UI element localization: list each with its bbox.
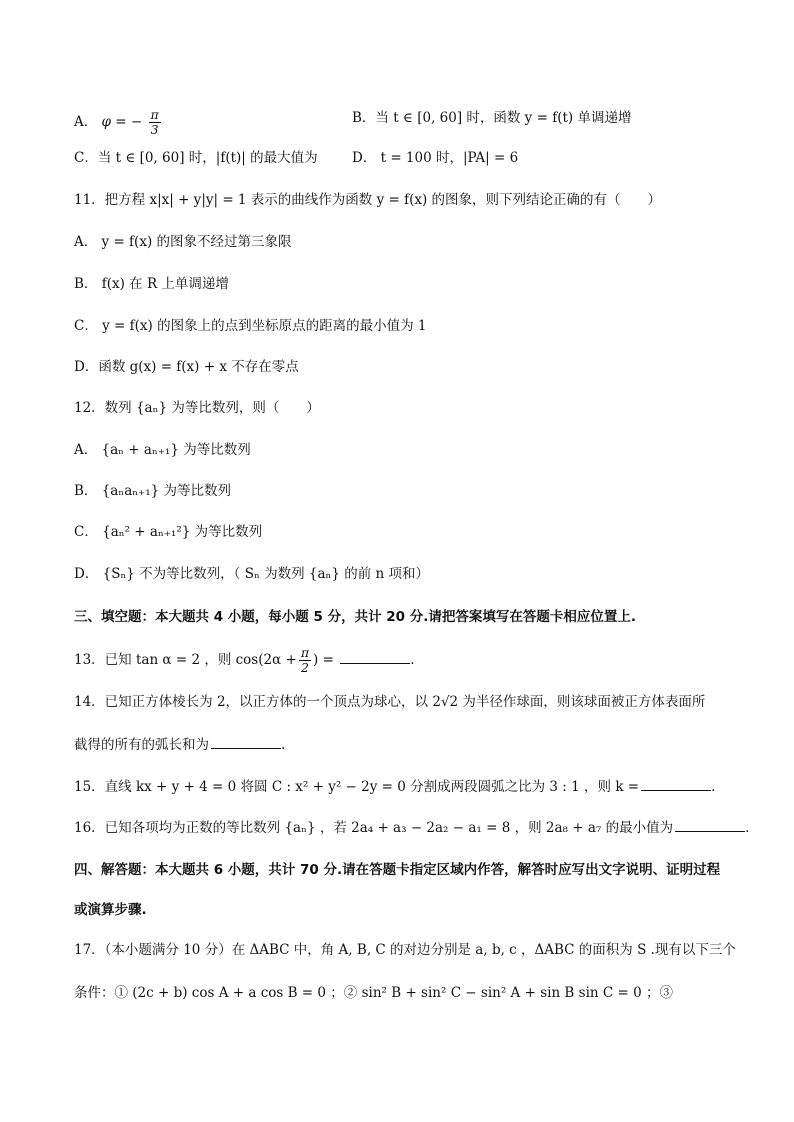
section3-heading: 三、填空题：本大题共 4 小题，每小题 5 分，共计 20 分.请把答案填写在答题卡相应位置上. (74, 609, 637, 625)
section4-heading-line2: 或演算步骤. (74, 902, 147, 918)
q14-end: . (281, 737, 286, 753)
q11-option-d: D．函数 g(x) = f(x) + x 不存在零点 (74, 359, 299, 375)
q16-answer-blank (675, 817, 745, 832)
q14-line2-text: 截得的所有的弧长和为 (74, 737, 209, 753)
q11-option-a: A． y = f(x) 的图象不经过第三象限 (74, 234, 292, 250)
q10-option-a-label: A． (74, 114, 98, 130)
q10-option-a-fraction (149, 108, 161, 137)
q10-option-c: C．当 t ∈ [0, 60] 时，|f(t)| 的最大值为 (74, 150, 318, 166)
q13-post: ) = (313, 652, 334, 668)
q16-end: . (745, 820, 750, 836)
q12-option-c: C． {aₙ² + aₙ₊₁²} 为等比数列 (74, 524, 263, 540)
q13-fraction (299, 646, 311, 675)
q16 (74, 817, 749, 838)
q14-line1: 14．已知正方体棱长为 2，以正方体的一个顶点为球心，以 2√2 为半径作球面，则该球面被正方体表面所 (74, 694, 706, 710)
q11-option-c: C． y = f(x) 的图象上的点到坐标原点的距离的最小值为 1 (74, 318, 427, 334)
q15-answer-blank (641, 776, 711, 791)
q12-stem: 12．数列 {aₙ} 为等比数列，则（ ） (74, 400, 320, 416)
q13-numerator: π (300, 645, 310, 660)
q15 (74, 776, 715, 797)
q10-option-b: B．当 t ∈ [0, 60] 时，函数 y = f(t) 单调递增 (352, 110, 632, 126)
q10-option-d: D． t = 100 时，|PA| = 6 (352, 150, 519, 166)
q12-option-b: B． {aₙaₙ₊₁} 为等比数列 (74, 483, 231, 499)
q10-option-a-numerator: π (150, 107, 159, 122)
q17-line2: 条件：① (2c + b) cos A + a cos B = 0 ；② sin² B + sin² C − sin² A + sin B sin C = 0 ；③ (74, 985, 673, 1001)
q12-option-d: D． {Sₙ} 不为等比数列，（ Sₙ 为数列 {aₙ} 的前 n 项和） (74, 566, 430, 582)
q10-option-a-denominator: 3 (150, 122, 159, 137)
q13-end: . (410, 652, 415, 668)
q14-line2 (74, 734, 285, 755)
q15-text: 15．直线 kx + y + 4 = 0 将圆 C : x² + y² − 2y = 0 分割成两段圆弧之比为 3 : 1 ，则 k = (74, 779, 640, 795)
q13-denominator: 2 (300, 660, 309, 675)
q13-answer-blank (340, 649, 410, 664)
q12-option-a: A． {aₙ + aₙ₊₁} 为等比数列 (74, 442, 251, 458)
q11-stem: 11．把方程 x|x| + y|y| = 1 表示的曲线作为函数 y = f(x) 的图象，则下列结论正确的有（ ） (74, 192, 662, 208)
q16-text: 16．已知各项均为正数的等比数列 {aₙ} ，若 2a₄ + a₃ − 2a₂ − a₁ = 8 ，则 2a₈ + a₇ 的最小值为 (74, 820, 674, 836)
q10-option-a (74, 108, 163, 137)
q13 (74, 646, 415, 675)
q17-line1: 17．（本小题满分 10 分）在 ΔABC 中，角 A, B, C 的对边分别是 a, b, c ，ΔABC 的面积为 S .现有以下三个 (74, 942, 736, 958)
q10-option-a-lhs: φ = − (101, 114, 143, 130)
q14-answer-blank (211, 734, 281, 749)
q11-option-b: B． f(x) 在 R 上单调递增 (74, 276, 229, 292)
q13-pre: 13．已知 tan α = 2 ，则 cos(2α + (74, 652, 297, 668)
q15-end: . (711, 779, 716, 795)
section4-heading-line1: 四、解答题：本大题共 6 小题，共计 70 分.请在答题卡指定区域内作答，解答时应写出文字说明、证明过程 (74, 862, 721, 878)
